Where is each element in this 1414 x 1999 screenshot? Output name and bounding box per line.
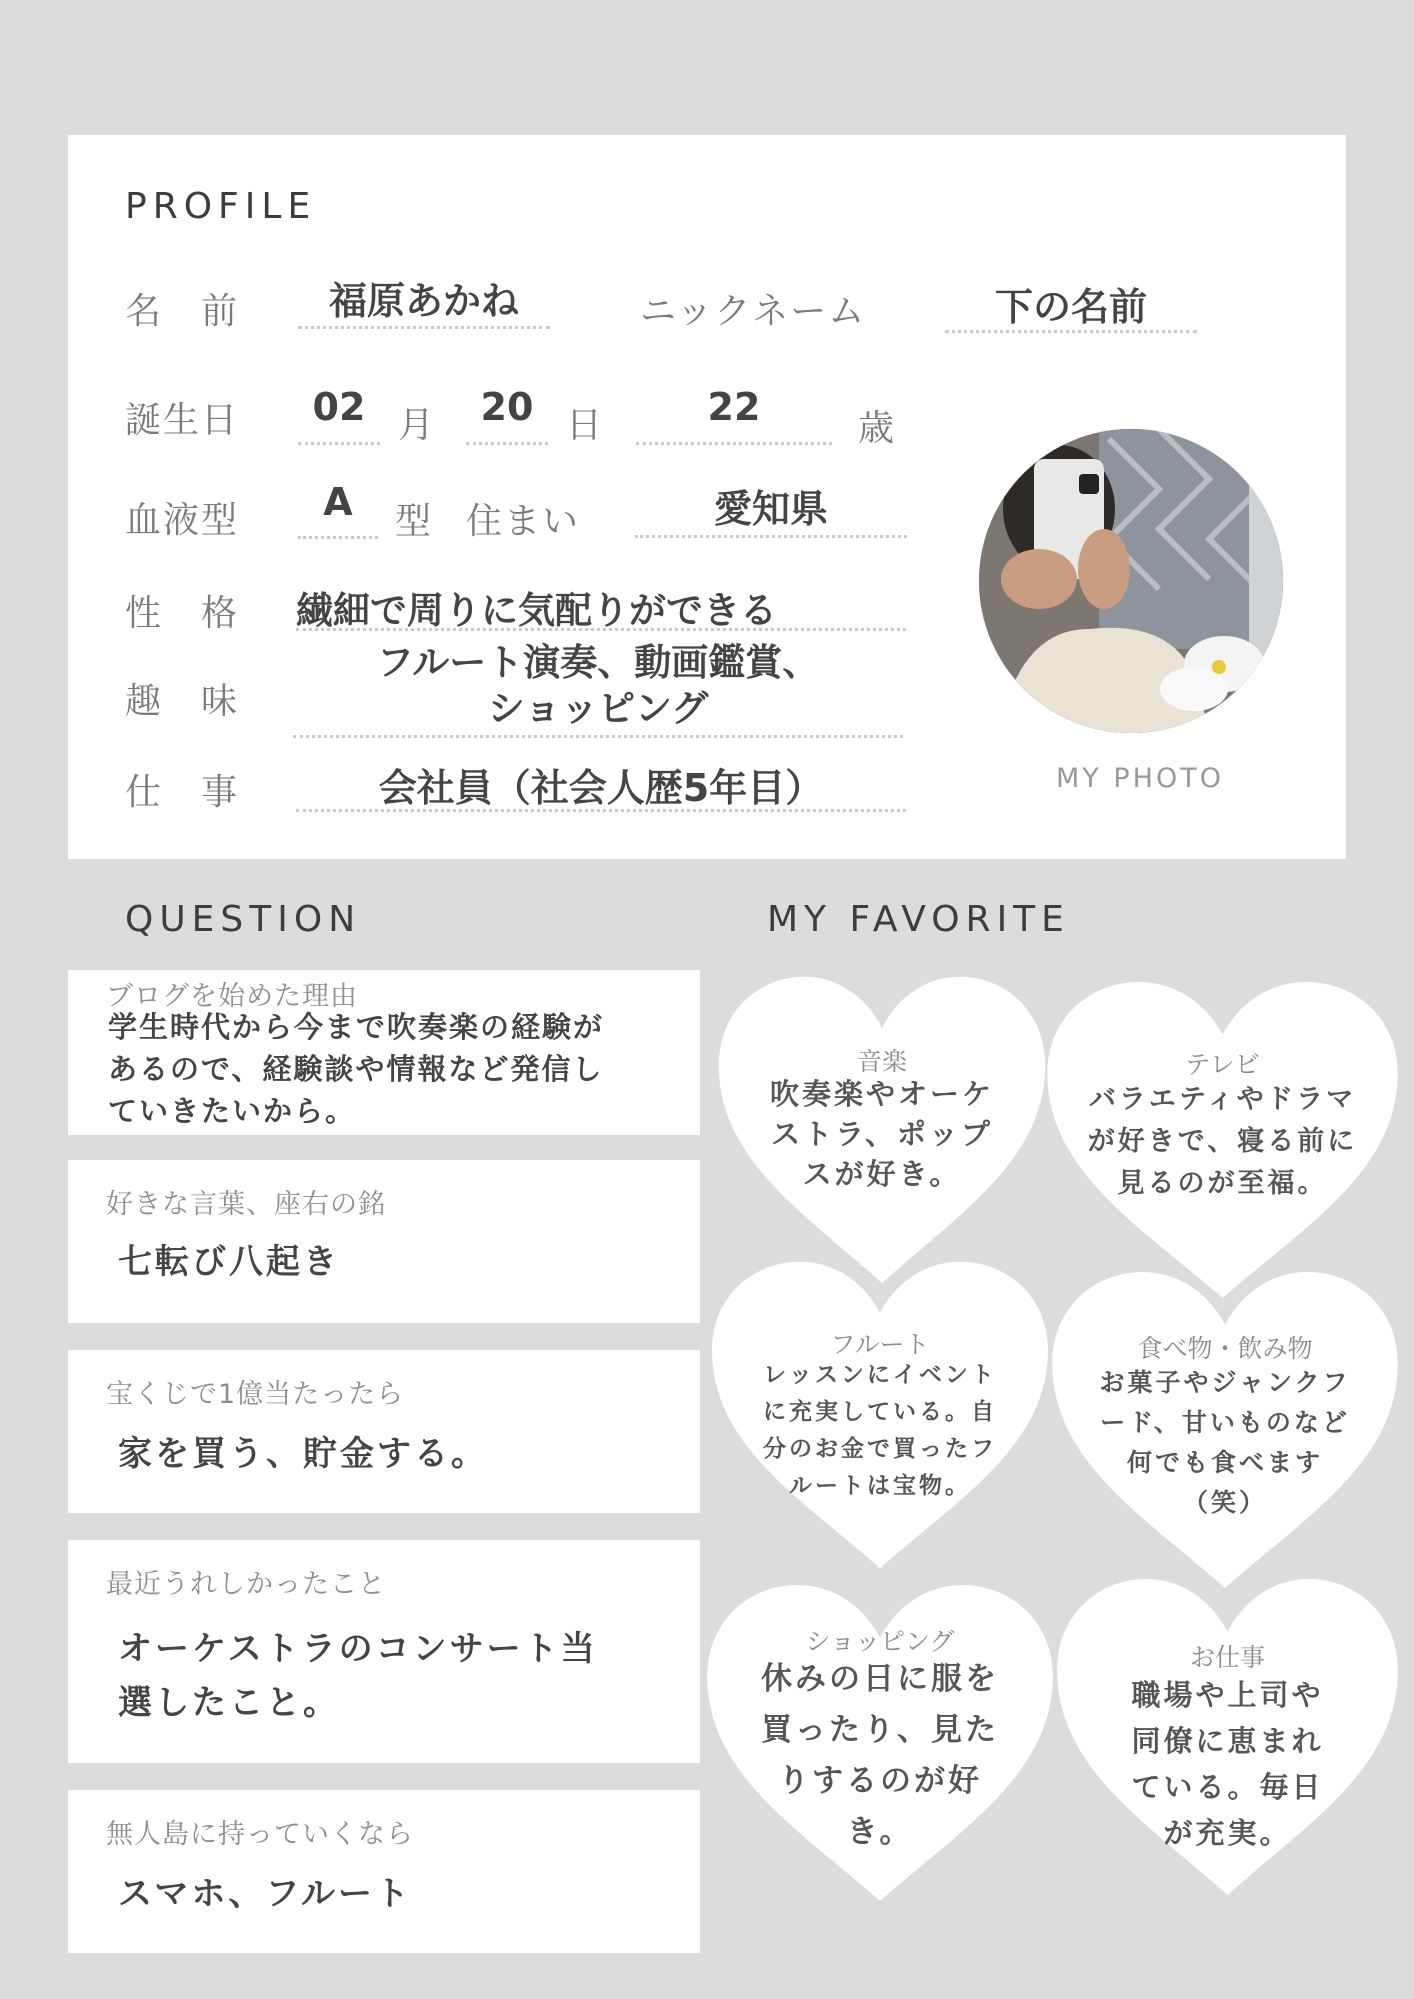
answer-line: 七転び八起き: [118, 1242, 340, 1282]
hobby-line-2: ショッピング: [487, 687, 709, 730]
personality-label: 性 格: [125, 593, 240, 634]
favorite-heart: [700, 1578, 1060, 1908]
favorite-line: ード、甘いものなど: [1100, 1408, 1350, 1437]
blood-unit: 型: [395, 501, 434, 542]
question-answer: [118, 1622, 598, 1730]
question-label: ブログを始めた理由: [106, 981, 358, 1012]
favorite-text: [1065, 1363, 1385, 1523]
hobby-line-1: フルート演奏、動画鑑賞、: [376, 641, 820, 684]
answer-line: オーケストラのコンサート当: [118, 1629, 598, 1669]
favorite-category: 食べ物・飲み物: [1137, 1334, 1313, 1363]
month-unit: 月: [398, 405, 437, 446]
favorite-line: 職場や上司や: [1131, 1678, 1324, 1712]
favorite-text: [720, 1654, 1040, 1858]
favorite-line: に充実している。自: [763, 1399, 997, 1425]
question-label: 宝くじで1億当たったら: [106, 1379, 405, 1410]
favorite-line: き。: [846, 1814, 914, 1850]
favorite-line: 見るのが至福。: [1117, 1168, 1328, 1199]
hobby-value: [293, 640, 903, 738]
favorite-line: 同僚に恵まれ: [1131, 1724, 1324, 1758]
favorite-line: が好きで、寝る前に: [1087, 1126, 1358, 1157]
age-unit: 歳: [858, 408, 897, 449]
favorite-text: [732, 1074, 1032, 1194]
answer-line: スマホ、フルート: [118, 1874, 412, 1914]
birth-month: 02: [298, 385, 380, 445]
question-box: [68, 1790, 700, 1953]
favorite-line: 何でも食べます: [1126, 1448, 1323, 1477]
question-title: QUESTION: [125, 899, 362, 940]
favorite-line: が充実。: [1163, 1816, 1292, 1850]
name-label: 名 前: [125, 291, 240, 332]
profile-photo: [979, 429, 1283, 733]
favorite-line: ストラ、ポップ: [771, 1117, 993, 1151]
answer-line: ていきたいから。: [108, 1094, 357, 1128]
favorite-heart: [1050, 1572, 1405, 1902]
favorite-line: バラエティやドラマ: [1088, 1084, 1357, 1115]
blood-label: 血液型: [125, 500, 240, 541]
favorite-text: [725, 1357, 1035, 1505]
favorite-heart: [1040, 975, 1405, 1305]
favorite-line: レッスンにイベント: [763, 1362, 997, 1388]
favorite-heart: [1045, 1265, 1405, 1595]
nickname-value: 下の名前: [945, 276, 1197, 333]
favorite-category: フルート: [830, 1330, 930, 1359]
favorite-text: [1060, 1079, 1385, 1205]
blood-value: A: [298, 480, 378, 539]
question-label: 好きな言葉、座右の銘: [106, 1189, 386, 1220]
question-box: [68, 1540, 700, 1763]
question-answer: [108, 1006, 604, 1132]
hobby-label: 趣 味: [125, 681, 240, 722]
favorite-heart: [705, 1255, 1055, 1575]
question-label: 最近うれしかったこと: [106, 1569, 386, 1600]
profile-title: PROFILE: [125, 186, 317, 227]
nickname-label: ニックネーム: [640, 291, 867, 332]
question-label: 無人島に持っていくなら: [106, 1819, 414, 1850]
answer-line: あるので、経験談や情報など発信し: [108, 1052, 604, 1086]
favorite-line: スが好き。: [802, 1157, 962, 1191]
favorite-category: ショッピング: [805, 1627, 955, 1656]
residence-label: 住まい: [466, 501, 581, 542]
name-value: 福原あかね: [298, 270, 550, 329]
job-value: 会社員（社会人歴5年目）: [296, 757, 906, 812]
birthday-label: 誕生日: [125, 400, 240, 441]
age-value: 22: [636, 385, 832, 445]
favorite-category: テレビ: [1185, 1050, 1260, 1079]
favorite-text: [1070, 1672, 1385, 1856]
favorite-line: 休みの日に服を: [761, 1661, 999, 1697]
answer-line: 選したこと。: [118, 1683, 340, 1723]
favorite-line: お菓子やジャンクフ: [1099, 1368, 1351, 1397]
favorite-line: 分のお金で買ったフ: [763, 1436, 997, 1462]
favorite-line: （笑）: [1182, 1488, 1267, 1517]
question-box: [68, 1350, 700, 1513]
residence-value: 愛知県: [635, 478, 907, 538]
favorite-heart: [712, 970, 1052, 1290]
favorite-line: ルートは宝物。: [789, 1473, 971, 1499]
favorite-line: りするのが好: [778, 1763, 982, 1799]
favorite-line: ている。毎日: [1131, 1770, 1324, 1804]
favorite-line: 買ったり、見た: [761, 1712, 999, 1748]
question-box: [68, 970, 700, 1135]
favorite-title: MY FAVORITE: [767, 899, 1070, 940]
photo-caption: MY PHOTO: [1056, 763, 1224, 794]
favorite-line: 吹奏楽やオーケ: [769, 1077, 994, 1111]
favorite-category: お仕事: [1189, 1643, 1265, 1672]
question-box: [68, 1160, 700, 1323]
day-unit: 日: [566, 405, 605, 446]
answer-line: 学生時代から今まで吹奏楽の経験が: [108, 1010, 605, 1044]
job-label: 仕 事: [125, 772, 240, 813]
birth-day: 20: [466, 385, 548, 445]
favorite-category: 音楽: [856, 1047, 907, 1076]
personality-value: 繊細で周りに気配りができる: [296, 580, 906, 631]
answer-line: 家を買う、貯金する。: [118, 1434, 488, 1474]
